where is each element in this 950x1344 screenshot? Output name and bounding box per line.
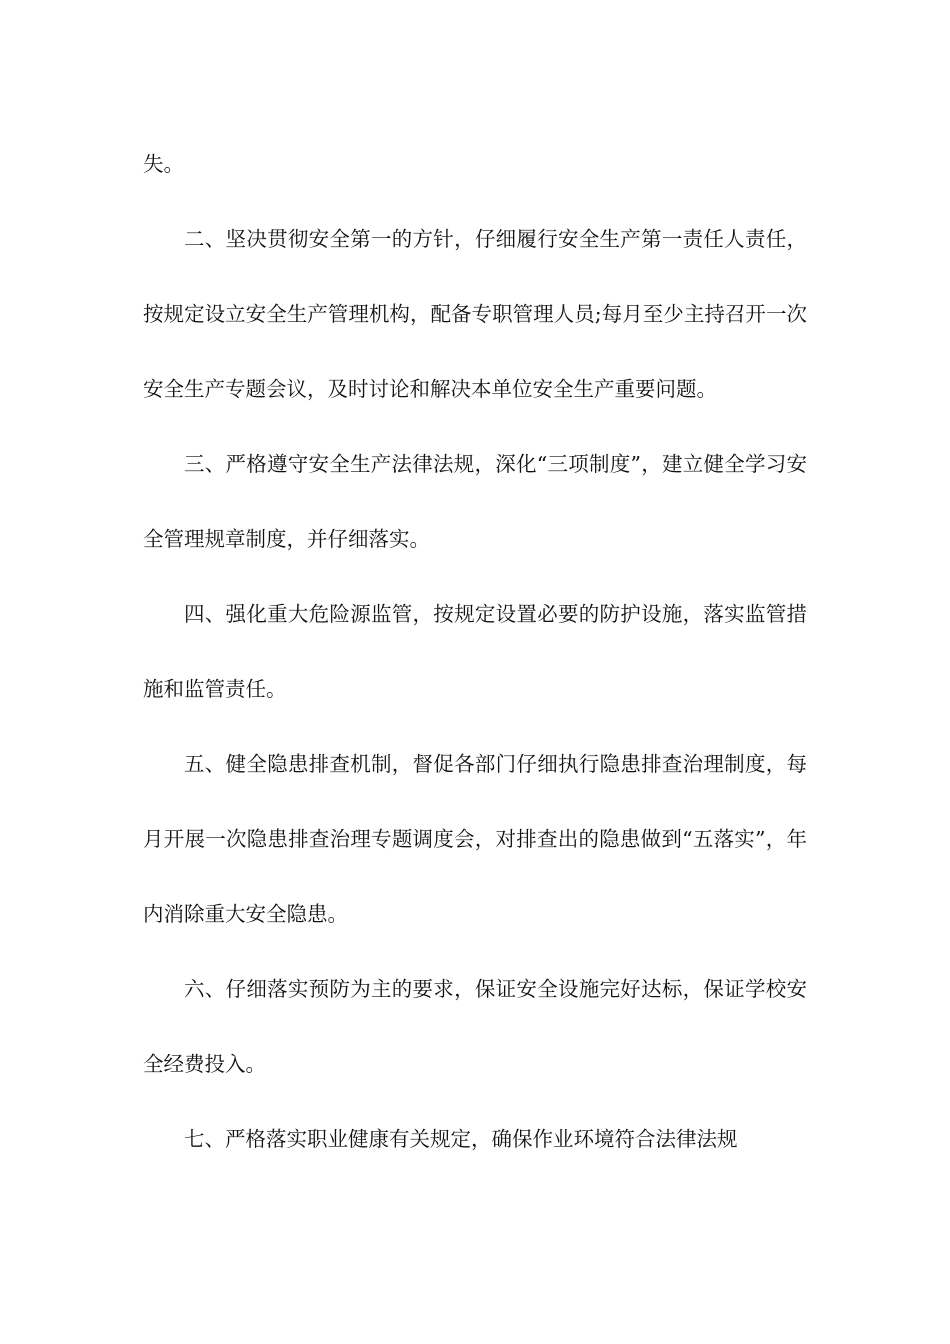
document-body xyxy=(143,127,807,1177)
paragraph-item-5: 五、健全隐患排查机制，督促各部门仔细执行隐患排查治理制度，每月开展一次隐患排查治理专题调度会，对排查出的隐患做到“五落实”，年内消除重大安全隐患。 xyxy=(143,752,807,926)
paragraph-item-7: 七、严格落实职业健康有关规定，确保作业环境符合法律法规 xyxy=(184,1127,738,1151)
paragraph-item-3: 三、严格遵守安全生产法律法规，深化“三项制度”，建立健全学习安全管理规章制度，并仔细落实。 xyxy=(143,452,807,551)
paragraph-item-6: 六、仔细落实预防为主的要求，保证安全设施完好达标，保证学校安全经费投入。 xyxy=(143,977,807,1076)
paragraph-item-4: 四、强化重大危险源监管，按规定设置必要的防护设施，落实监管措施和监管责任。 xyxy=(143,602,807,701)
paragraph-continuation: 失。 xyxy=(143,152,184,176)
paragraph-item-2: 二、坚决贯彻安全第一的方针，仔细履行安全生产第一责任人责任，按规定设立安全生产管理机构，配备专职管理人员;每月至少主持召开一次安全生产专题会议，及时讨论和解决本单位安全生产重要问题。 xyxy=(143,227,807,401)
